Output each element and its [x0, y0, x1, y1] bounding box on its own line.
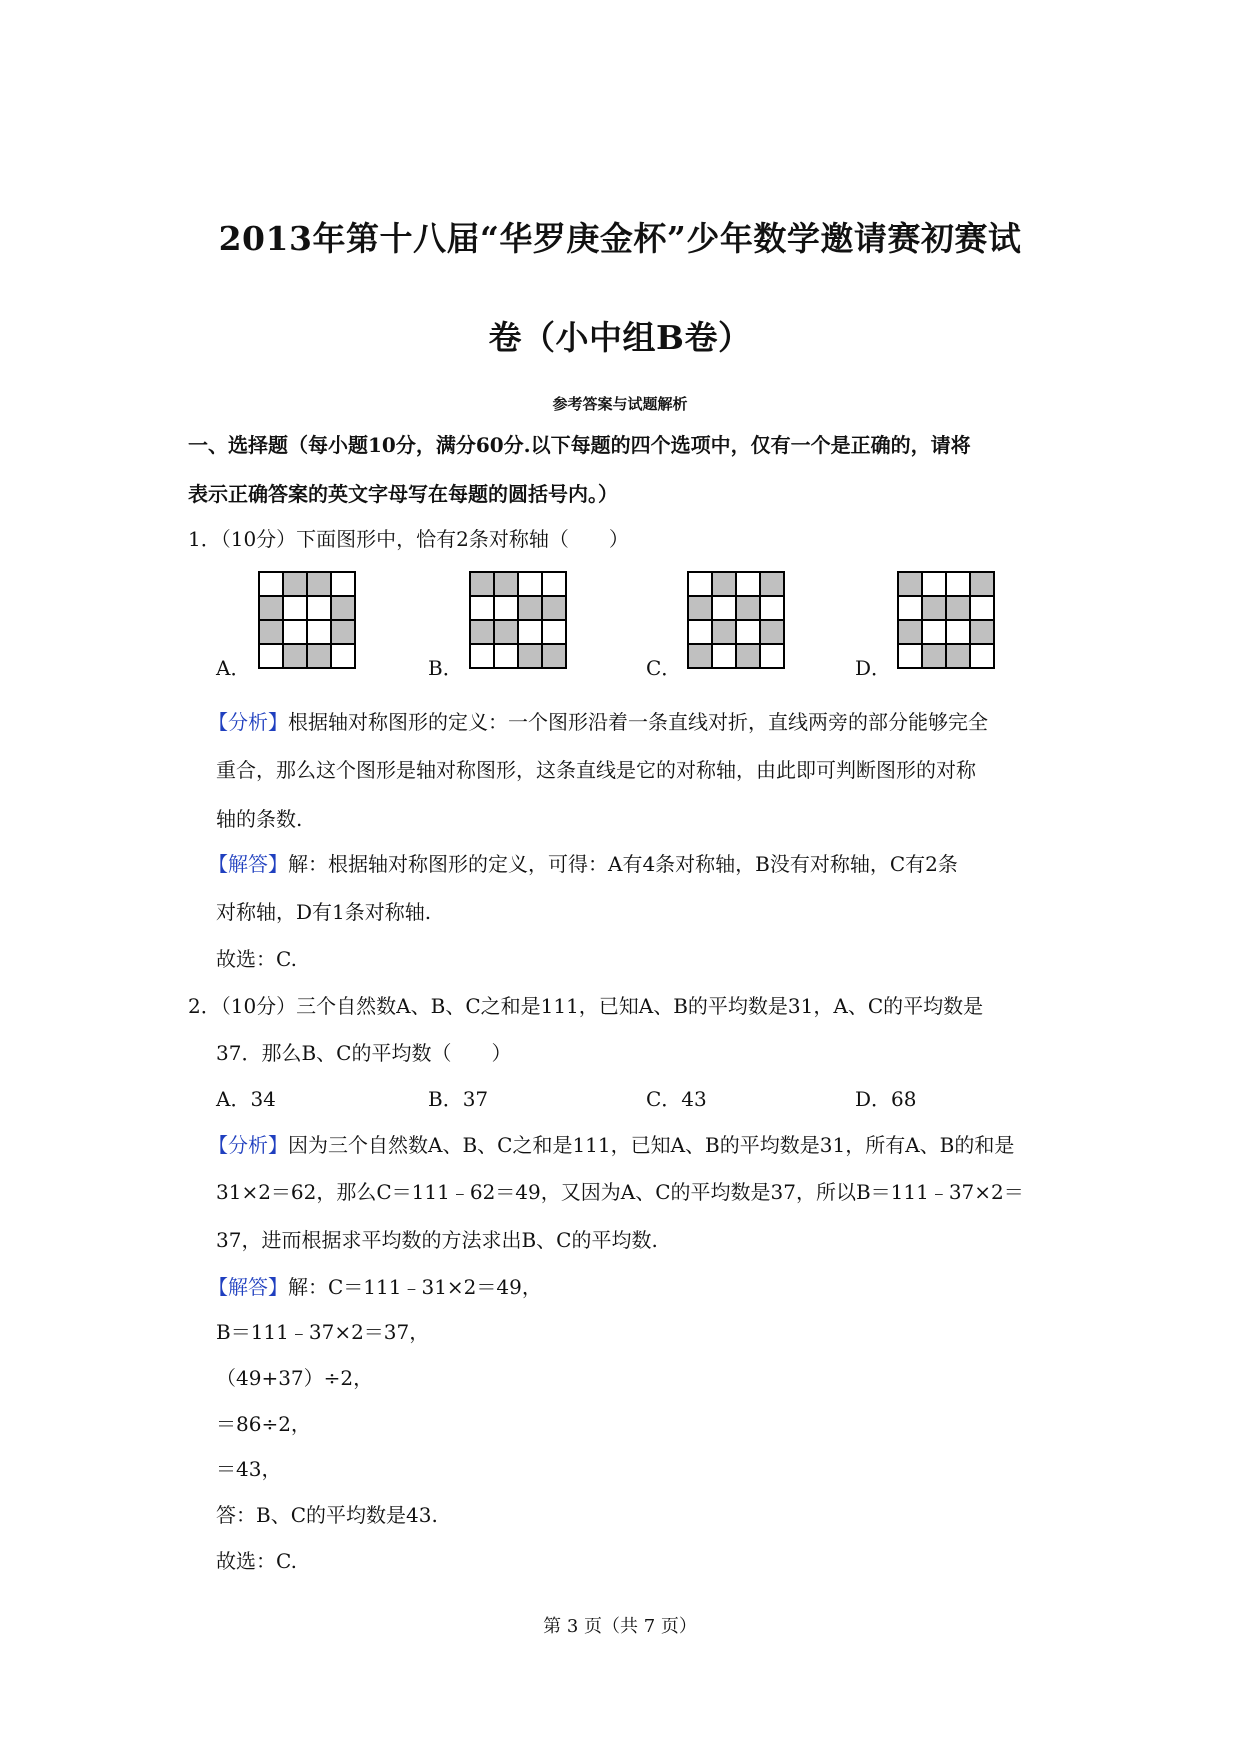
- grid-cell-empty: [970, 644, 994, 668]
- grid-cell-shaded: [307, 572, 331, 596]
- grid-cell-shaded: [688, 596, 712, 620]
- grid-cell-shaded: [946, 644, 970, 668]
- grid-cell-empty: [494, 644, 518, 668]
- q2-solution-line-4: ＝86÷2，: [216, 1412, 311, 1436]
- grid-cell-shaded: [712, 620, 736, 644]
- grid-cell-shaded: [331, 596, 355, 620]
- grid-cell-empty: [970, 596, 994, 620]
- grid-cell-empty: [688, 572, 712, 596]
- grid-cell-empty: [922, 572, 946, 596]
- grid-cell-shaded: [898, 572, 922, 596]
- section-heading-line-2: 表示正确答案的英文字母写在每题的圆括号内。）: [188, 482, 618, 506]
- q2-analysis-tag: 【分析】: [208, 1133, 288, 1157]
- grid-cell-shaded: [259, 596, 283, 620]
- q1-stem: 1．（10分）下面图形中，恰有2条对称轴（ ）: [188, 527, 629, 551]
- q2-solution-line-5: ＝43，: [216, 1457, 282, 1481]
- q2-stem-line-1: 2．（10分）三个自然数A、B、C之和是111，已知A、B的平均数是31，A、C的平均数是: [188, 994, 984, 1018]
- q1-option-c-grid: [687, 571, 785, 669]
- q2-solution-tag: 【解答】: [208, 1275, 288, 1299]
- grid-cell-empty: [760, 596, 784, 620]
- grid-cell-shaded: [283, 644, 307, 668]
- grid-cell-empty: [542, 620, 566, 644]
- grid-cell-empty: [283, 620, 307, 644]
- grid-cell-empty: [283, 596, 307, 620]
- grid-cell-shaded: [970, 620, 994, 644]
- q2-option-a: A．34: [216, 1087, 276, 1111]
- section-heading-line-1: 一、选择题（每小题10分，满分60分.以下每题的四个选项中，仅有一个是正确的，请将: [188, 433, 971, 457]
- q1-analysis-line-2: 重合，那么这个图形是轴对称图形，这条直线是它的对称轴，由此即可判断图形的对称: [216, 758, 976, 782]
- grid-cell-empty: [307, 620, 331, 644]
- grid-cell-shaded: [494, 572, 518, 596]
- q2-solution-line-1: 【解答】解：C＝111﹣31×2＝49，: [208, 1275, 542, 1299]
- grid-cell-empty: [259, 644, 283, 668]
- page-title-line-1: 2013年第十八届“华罗庚金杯”少年数学邀请赛初赛试: [218, 219, 1022, 258]
- grid-cell-shaded: [688, 644, 712, 668]
- grid-cell-shaded: [470, 572, 494, 596]
- grid-cell-empty: [331, 572, 355, 596]
- grid-cell-shaded: [542, 644, 566, 668]
- grid-cell-empty: [518, 572, 542, 596]
- page-title-line-2: 卷（小中组B卷）: [488, 318, 752, 357]
- grid-cell-empty: [470, 596, 494, 620]
- grid-cell-shaded: [712, 572, 736, 596]
- grid-cell-shaded: [946, 596, 970, 620]
- grid-cell-empty: [898, 644, 922, 668]
- grid-cell-shaded: [970, 572, 994, 596]
- grid-cell-empty: [736, 572, 760, 596]
- grid-cell-empty: [760, 644, 784, 668]
- q1-analysis-tag: 【分析】: [208, 710, 288, 734]
- q2-option-d: D．68: [855, 1087, 917, 1111]
- q2-analysis-line-1: 【分析】因为三个自然数A、B、C之和是111，已知A、B的平均数是31，所有A、B的和是: [208, 1133, 1015, 1157]
- q1-option-b-grid: [469, 571, 567, 669]
- grid-cell-empty: [712, 596, 736, 620]
- q2-solution-line-3: （49+37）÷2，: [216, 1366, 374, 1390]
- grid-cell-shaded: [542, 596, 566, 620]
- page-subtitle: 参考答案与试题解析: [552, 395, 688, 413]
- q2-option-b: B．37: [428, 1087, 489, 1111]
- q2-stem-line-2: 37．那么B、C的平均数（ ）: [216, 1041, 512, 1065]
- grid-cell-shaded: [518, 644, 542, 668]
- q1-solution-line-2: 对称轴，D有1条对称轴.: [216, 900, 432, 924]
- grid-cell-empty: [946, 572, 970, 596]
- grid-cell-shaded: [470, 620, 494, 644]
- grid-cell-empty: [688, 620, 712, 644]
- grid-cell-empty: [898, 596, 922, 620]
- grid-cell-shaded: [898, 620, 922, 644]
- grid-cell-shaded: [736, 644, 760, 668]
- grid-cell-shaded: [331, 620, 355, 644]
- q1-solution-tag: 【解答】: [208, 852, 288, 876]
- grid-cell-empty: [712, 644, 736, 668]
- q1-option-c-label: C．: [646, 656, 682, 680]
- q2-solution-line-2: B＝111﹣37×2＝37，: [216, 1320, 430, 1344]
- q2-option-c: C．43: [646, 1087, 707, 1111]
- grid-cell-empty: [494, 596, 518, 620]
- q2-choice: 故选：C.: [216, 1549, 297, 1573]
- q1-analysis-line-1: 【分析】根据轴对称图形的定义：一个图形沿着一条直线对折，直线两旁的部分能够完全: [208, 710, 988, 734]
- grid-cell-empty: [331, 644, 355, 668]
- q1-choice: 故选：C.: [216, 947, 297, 971]
- grid-cell-empty: [736, 620, 760, 644]
- grid-cell-shaded: [307, 644, 331, 668]
- q2-analysis-line-2: 31×2＝62，那么C＝111﹣62＝49，又因为A、C的平均数是37，所以B＝111﹣37×2＝: [216, 1180, 1024, 1204]
- q1-analysis-line-3: 轴的条数.: [216, 807, 303, 831]
- q1-option-a-label: A．: [216, 656, 251, 680]
- grid-cell-empty: [470, 644, 494, 668]
- grid-cell-empty: [946, 620, 970, 644]
- q1-option-a-grid: [258, 571, 356, 669]
- grid-cell-shaded: [922, 596, 946, 620]
- grid-cell-empty: [259, 572, 283, 596]
- q2-analysis-line-3: 37，进而根据求平均数的方法求出B、C的平均数.: [216, 1228, 658, 1252]
- grid-cell-shaded: [259, 620, 283, 644]
- q2-solution-line-6: 答：B、C的平均数是43.: [216, 1503, 438, 1527]
- grid-cell-shaded: [736, 596, 760, 620]
- grid-cell-empty: [542, 572, 566, 596]
- q1-solution-line-1: 【解答】解：根据轴对称图形的定义，可得：A有4条对称轴，B没有对称轴，C有2条: [208, 852, 958, 876]
- q1-option-d-grid: [897, 571, 995, 669]
- grid-cell-shaded: [760, 572, 784, 596]
- grid-cell-shaded: [283, 572, 307, 596]
- grid-cell-empty: [922, 620, 946, 644]
- grid-cell-shaded: [760, 620, 784, 644]
- grid-cell-shaded: [922, 644, 946, 668]
- page-footer: 第 3 页（共 7 页）: [543, 1616, 697, 1637]
- q1-option-d-label: D．: [855, 656, 892, 680]
- grid-cell-shaded: [494, 620, 518, 644]
- q1-option-b-label: B．: [428, 656, 463, 680]
- grid-cell-empty: [307, 596, 331, 620]
- grid-cell-empty: [518, 620, 542, 644]
- grid-cell-shaded: [518, 596, 542, 620]
